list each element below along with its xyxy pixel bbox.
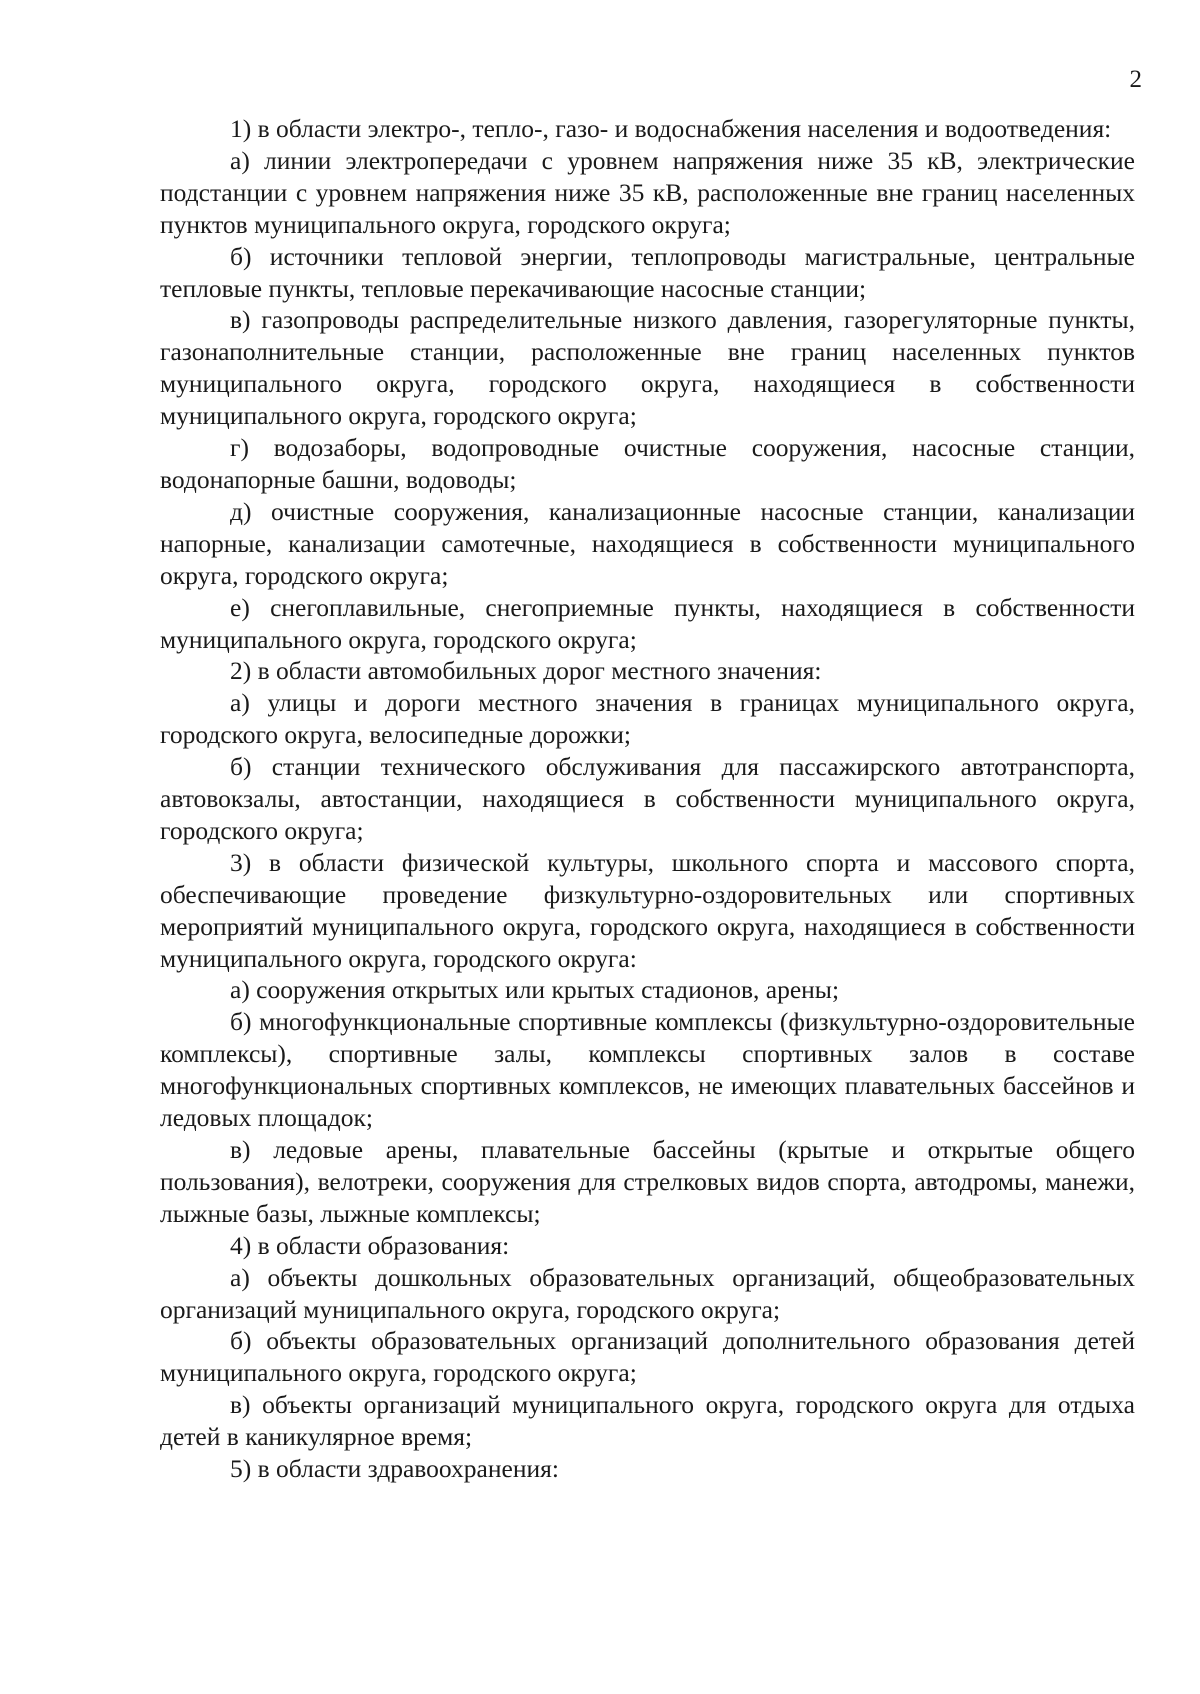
paragraph-item-4: 4) в области образования: <box>230 1230 510 1260</box>
paragraph-item-2a: а) улицы и дороги местного значения в границах муниципального округа, городского округа, велосипедные дорожки; <box>160 688 1135 750</box>
page-number: 2 <box>1129 66 1142 93</box>
paragraph-item-4a: а) объекты дошкольных образовательных организаций, общеобразовательных организаций муниципального округа, городского округа; <box>160 1262 1135 1324</box>
paragraph-item-1v: в) газопроводы распределительные низкого давления, газорегуляторные пункты, газонаполнительные станции, расположенные вне границ населенных пунктов муниципального округа, городского округа, находящиеся в собственности муниципального округа, городского округа; <box>160 305 1135 431</box>
document-body <box>160 113 1135 1485</box>
paragraph-item-2: 2) в области автомобильных дорог местного значения: <box>230 656 822 686</box>
paragraph-item-3b: б) многофункциональные спортивные комплексы (физкультурно-оздоровительные комплексы), спортивные залы, комплексы спортивных залов в составе многофункциональных спортивных комплексов, не имеющих плавательных бассейнов и ледовых площадок; <box>160 1007 1135 1133</box>
paragraph-item-3: 3) в области физической культуры, школьного спорта и массового спорта, обеспечивающие проведение физкультурно-оздоровительных или спортивных мероприятий муниципального округа, городского округа, находящиеся в собственности муниципального округа, городского округа: <box>160 847 1135 973</box>
paragraph-item-1d: д) очистные сооружения, канализационные насосные станции, канализации напорные, канализации самотечные, находящиеся в собственности муниципального округа, городского округа; <box>160 496 1135 590</box>
paragraph-item-4b: б) объекты образовательных организаций дополнительного образования детей муниципального округа, городского округа; <box>160 1326 1135 1388</box>
paragraph-item-3v: в) ледовые арены, плавательные бассейны (крытые и открытые общего пользования), велотреки, сооружения для стрелковых видов спорта, автодромы, манежи, лыжные базы, лыжные комплексы; <box>160 1135 1135 1228</box>
paragraph-item-1g: г) водозаборы, водопроводные очистные сооружения, насосные станции, водонапорные башни, водоводы; <box>160 433 1135 494</box>
paragraph-item-2b: б) станции технического обслуживания для пассажирского автотранспорта, автовокзалы, автостанции, находящиеся в собственности муниципального округа, городского округа; <box>160 752 1135 845</box>
paragraph-item-1e: е) снегоплавильные, снегоприемные пункты, находящиеся в собственности муниципального округа, городского округа; <box>160 592 1135 654</box>
paragraph-item-1: 1) в области электро-, тепло-, газо- и водоснабжения населения и водоотведения: <box>230 114 1112 143</box>
paragraph-item-1a: а) линии электропередачи с уровнем напряжения ниже 35 кВ, электрические подстанции с уровнем напряжения ниже 35 кВ, расположенные вне границ населенных пунктов муниципального округа, городского округа; <box>160 145 1135 239</box>
paragraph-item-5: 5) в области здравоохранения: <box>230 1454 559 1484</box>
paragraph-item-4v: в) объекты организаций муниципального округа, городского округа для отдыха детей в каникулярное время; <box>160 1390 1135 1452</box>
paragraph-item-1b: б) источники тепловой энергии, теплопроводы магистральные, центральные тепловые пункты, тепловые перекачивающие насосные станции; <box>160 241 1135 303</box>
paragraph-item-3a: а) сооружения открытых или крытых стадионов, арены; <box>230 975 840 1005</box>
